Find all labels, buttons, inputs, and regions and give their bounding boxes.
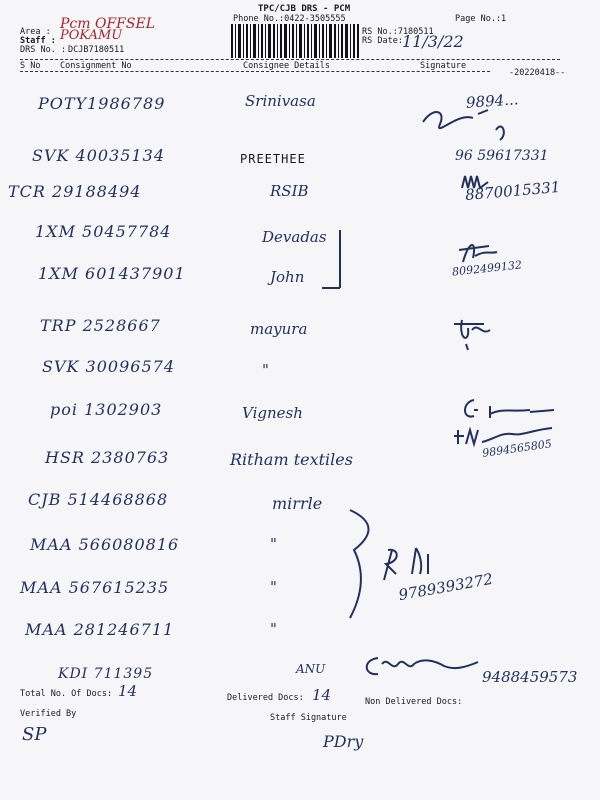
- consignment-number: CJB 514468868: [28, 490, 169, 509]
- list-item: [0, 177, 600, 222]
- header-rule-bottom: [20, 71, 490, 72]
- consignment-number: MAA 566080816: [30, 535, 180, 554]
- consignee-name: ": [270, 535, 277, 553]
- consignee-phone: 8092499132: [451, 258, 523, 279]
- total-docs-label: Total No. Of Docs:: [20, 689, 113, 699]
- list-item: [0, 569, 600, 618]
- list-item: [0, 490, 600, 530]
- sheet-title: TPC/CJB DRS - PCM: [258, 4, 351, 14]
- consignee-name: mayura: [250, 320, 308, 338]
- signature-mark: [460, 394, 560, 424]
- consignment-number: SVK 40035134: [32, 146, 165, 165]
- rs-date-value: 11/3/22: [402, 32, 464, 51]
- non-delivered-docs-label: Non Delivered Docs:: [365, 697, 463, 707]
- col-signature: Signature: [420, 61, 467, 71]
- staff-label: Staff :: [20, 36, 56, 46]
- consignee-name: Vignesh: [242, 404, 303, 422]
- signature-mark: [372, 544, 462, 584]
- consignee-phone: 9894...: [465, 90, 520, 112]
- consignee-name: ": [270, 578, 277, 596]
- consignee-name: ": [270, 620, 277, 638]
- consignee-name: ": [262, 361, 269, 379]
- delivered-docs-value: 14: [312, 686, 332, 704]
- delivered-docs-label: Delivered Docs:: [227, 693, 304, 703]
- consignee-phone: 8870015331: [464, 177, 562, 205]
- list-item: [0, 316, 600, 356]
- verified-by-label: Verified By: [20, 709, 77, 719]
- total-docs-value: 14: [118, 682, 138, 700]
- consignment-number: SVK 30096574: [42, 357, 175, 376]
- consignment-number: 1XM 601437901: [38, 264, 186, 283]
- consignment-number: TCR 29188494: [8, 182, 142, 201]
- signature-mark: [460, 170, 500, 194]
- consignee-name: John: [270, 268, 305, 286]
- col-consignment: Consignment No: [60, 61, 132, 71]
- phone-number: Phone No.:0422-3505555: [233, 14, 346, 24]
- list-item: [0, 146, 600, 186]
- consignment-number: poi 1302903: [50, 400, 163, 419]
- list-item: [0, 620, 600, 660]
- list-item: [0, 357, 600, 397]
- consignment-number: 1XM 50457784: [35, 222, 172, 241]
- consignee-name: PREETHEE: [240, 152, 306, 166]
- area-label: Area :: [20, 27, 51, 37]
- col-sno: S No: [20, 61, 41, 71]
- date-tag: -20220418--: [509, 68, 566, 78]
- consignee-name: RSIB: [270, 182, 309, 200]
- header-rule-top: [20, 59, 560, 60]
- drs-value: DCJB7180511: [68, 45, 125, 55]
- consignee-name: Srinivasa: [245, 92, 316, 110]
- list-item: [0, 258, 600, 302]
- signature-mark: [362, 650, 482, 684]
- area-value: Pcm OFFSEL: [60, 16, 155, 32]
- list-item: [0, 437, 600, 486]
- consignee-name: ANU: [296, 662, 326, 676]
- rs-number: RS No.:7180511: [362, 27, 434, 37]
- consignee-name: Ritham textiles: [230, 450, 353, 469]
- list-item: [0, 535, 600, 575]
- consignee-phone: 9894565805: [481, 437, 553, 460]
- signature-mark: [418, 102, 528, 142]
- verified-signature: SP: [22, 724, 47, 745]
- signature-mark: [448, 314, 498, 354]
- page-number: Page No.:1: [455, 14, 507, 24]
- signature-mark: [455, 236, 515, 266]
- barcode-graphic: [231, 24, 359, 58]
- consignment-number: MAA 281246711: [25, 620, 175, 639]
- consignee-name: Devadas: [262, 228, 327, 246]
- consignment-number: POTY1986789: [38, 94, 166, 113]
- list-item: [0, 92, 600, 132]
- consignment-number: KDI 711395: [58, 666, 154, 682]
- consignee-phone: 9488459573: [482, 668, 578, 686]
- drs-label: DRS No. :: [20, 45, 67, 55]
- consignee-phone: 96 59617331: [455, 148, 549, 164]
- col-consignee: Consignee Details: [243, 61, 330, 71]
- staff-signature: PDry: [323, 732, 364, 751]
- consignee-phone: 9789393272: [397, 569, 495, 605]
- rs-date-label: RS Date:: [362, 36, 403, 46]
- staff-signature-label: Staff Signature: [270, 713, 347, 723]
- signature-mark: [452, 424, 562, 448]
- consignment-number: HSR 2380763: [45, 448, 170, 467]
- staff-value: POKAMU: [60, 28, 123, 43]
- consignment-number: TRP 2528667: [40, 316, 161, 335]
- consignment-number: MAA 567615235: [20, 578, 170, 597]
- consignee-name: mirrle: [272, 494, 323, 513]
